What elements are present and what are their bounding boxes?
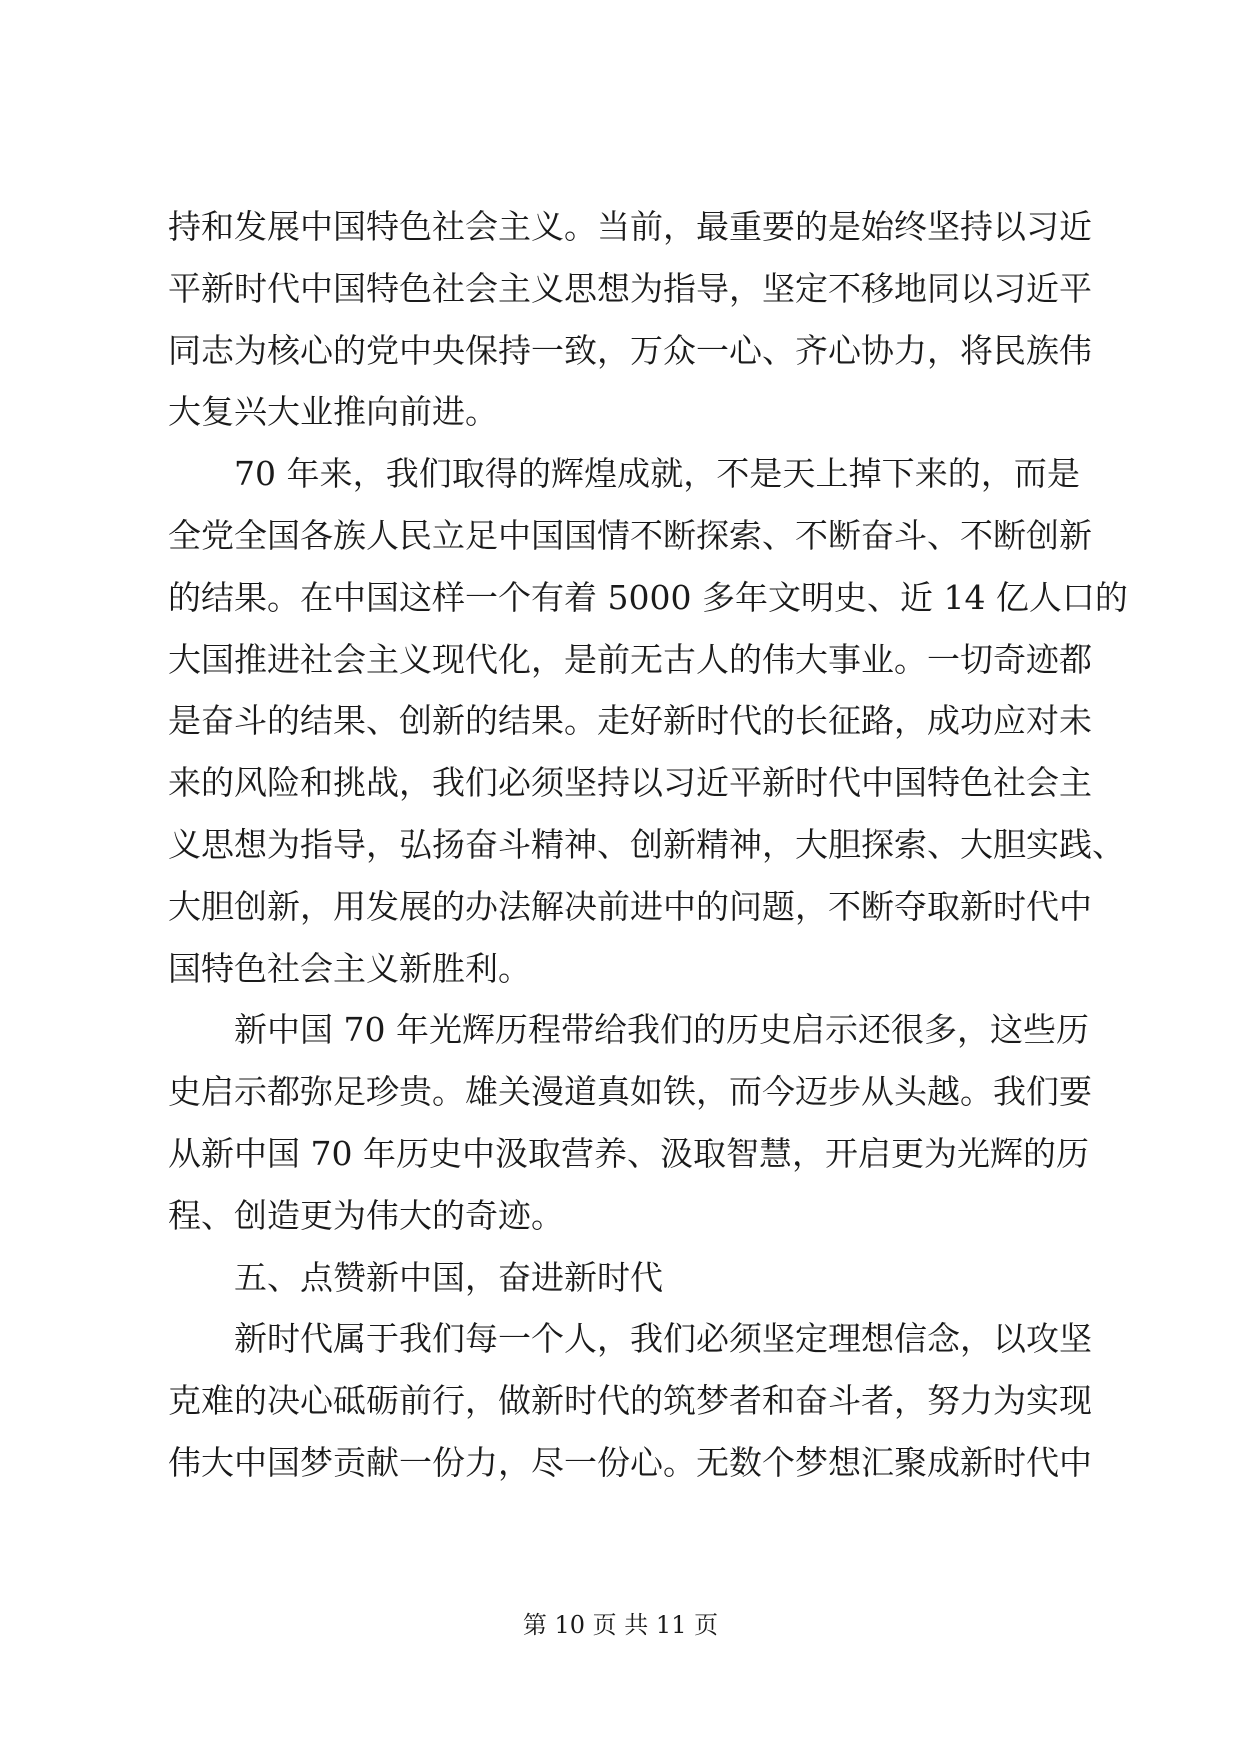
text-line: 大胆创新，用发展的办法解决前进中的问题，不断夺取新时代中 <box>168 886 1092 926</box>
text-line: 70 年来，我们取得的辉煌成就，不是天上掉下来的，而是 <box>234 454 1080 494</box>
text-line: 史启示都弥足珍贵。雄关漫道真如铁，而今迈步从头越。我们要 <box>168 1072 1092 1112</box>
text-line: 国特色社会主义新胜利。 <box>168 948 531 988</box>
text-line: 持和发展中国特色社会主义。当前，最重要的是始终坚持以习近 <box>168 207 1092 246</box>
text-line: 伟大中国梦贡献一份力，尽一份心。无数个梦想汇聚成新时代中 <box>168 1442 1092 1482</box>
text-line: 程、创造更为伟大的奇迹。 <box>168 1195 564 1235</box>
text-line: 新中国 70 年光辉历程带给我们的历史启示还很多，这些历 <box>234 1010 1089 1050</box>
text-line: 义思想为指导，弘扬奋斗精神、创新精神，大胆探索、大胆实践、 <box>168 824 1125 864</box>
body-text <box>168 196 1128 1494</box>
text-line: 大复兴大业推向前进。 <box>168 392 498 432</box>
text-line: 来的风险和挑战，我们必须坚持以习近平新时代中国特色社会主 <box>168 763 1092 803</box>
text-line: 是奋斗的结果、创新的结果。走好新时代的长征路，成功应对未 <box>168 701 1092 741</box>
text-line: 的结果。在中国这样一个有着 5000 多年文明史、近 14 亿人口的 <box>168 577 1128 617</box>
text-line: 克难的决心砥砺前行，做新时代的筑梦者和奋斗者，努力为实现 <box>168 1381 1092 1421</box>
text-line: 大国推进社会主义现代化，是前无古人的伟大事业。一切奇迹都 <box>168 639 1092 679</box>
text-line: 同志为核心的党中央保持一致，万众一心、齐心协力，将民族伟 <box>168 330 1092 370</box>
text-line: 平新时代中国特色社会主义思想为指导，坚定不移地同以习近平 <box>168 268 1092 308</box>
section-heading: 五、点赞新中国，奋进新时代 <box>234 1257 663 1297</box>
page-number-footer: 第 10 页 共 11 页 <box>522 1611 719 1639</box>
text-line: 从新中国 70 年历史中汲取营养、汲取智慧，开启更为光辉的历 <box>168 1133 1089 1173</box>
text-line: 新时代属于我们每一个人，我们必须坚定理想信念，以攻坚 <box>234 1319 1092 1359</box>
text-line: 全党全国各族人民立足中国国情不断探索、不断奋斗、不断创新 <box>168 515 1092 555</box>
